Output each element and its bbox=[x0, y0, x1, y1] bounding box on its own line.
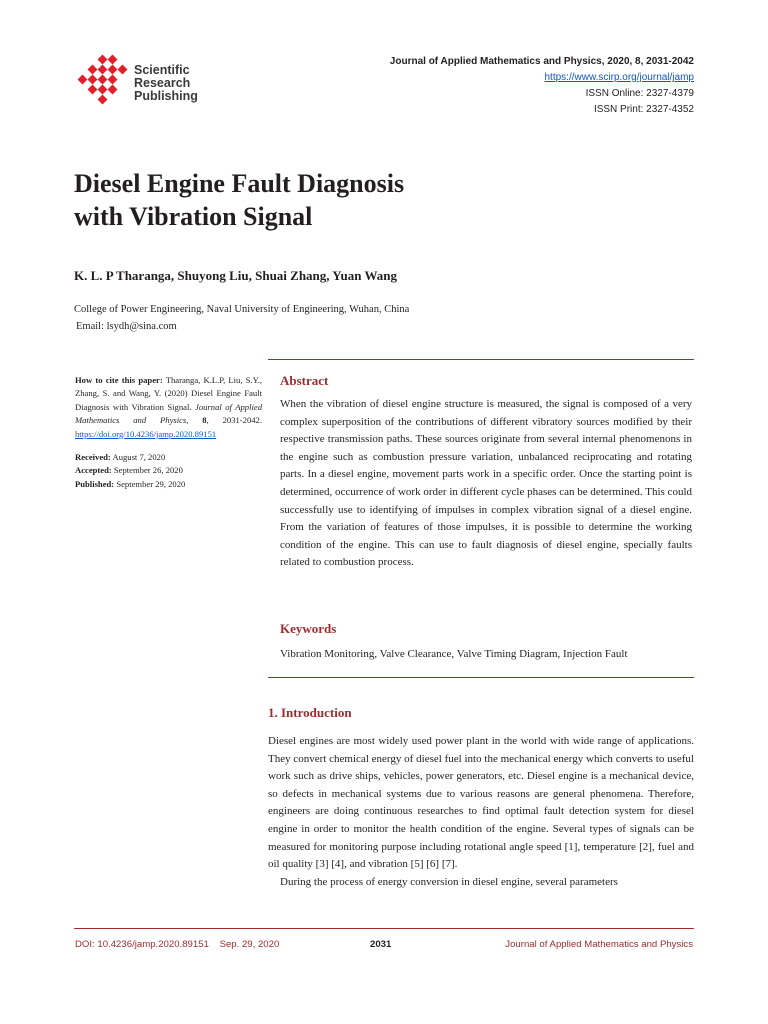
issn-print: ISSN Print: 2327-4352 bbox=[593, 104, 694, 115]
published-label: Published: bbox=[75, 478, 115, 489]
paper-title-line: with Vibration Signal bbox=[74, 202, 313, 231]
publisher-name-line: Scientific bbox=[134, 63, 190, 77]
author-email: Email: lsydh@sina.com bbox=[76, 321, 177, 332]
cite-authors: Tharanga, K.L.P, Liu, S.Y., Zhang, S. and Wang, Y. (2020) Diesel Engine Fault Diagnosis with Vibration Signal. bbox=[75, 375, 262, 412]
abstract-text: When the vibration of diesel engine structure is measured, the signal is composed of a very complex superposition of the contributions of different vibratory sources modified by their respective transmission paths. These sources originate from several internal phenomenons in the engine such as combustion pressure variation, unbalanced reciprocating and rotating parts. In a diesel engine, movement parts work in a specific order. Once the starting point is determined, occurrence of work order in different cycle phases can be determined. This could successfully use to identifying of impulses in complex vibration signal of a diesel engine. From the variation of features of those impulses, it is possible to determine the working condition of the engine. This can use to fault diagnosis of diesel engine, specially faults related to combustion process. bbox=[280, 398, 692, 569]
cite-volume: 8 bbox=[202, 415, 207, 426]
introduction-heading: 1. Introduction bbox=[268, 705, 352, 720]
abstract-heading: Abstract bbox=[280, 373, 329, 388]
footer-journal-name: Journal of Applied Mathematics and Physics bbox=[505, 939, 693, 950]
footer-rule bbox=[74, 928, 694, 929]
accepted-date bbox=[75, 464, 262, 477]
cite-pages: , 2031-2042. bbox=[206, 415, 262, 426]
introduction-paragraph: During the process of energy conversion in diesel engine, several parameters bbox=[280, 875, 618, 888]
keywords-heading: Keywords bbox=[280, 621, 337, 636]
journal-url-link[interactable]: https://www.scirp.org/journal/jamp bbox=[544, 72, 694, 83]
received-label: Received: bbox=[75, 452, 111, 463]
received-date bbox=[75, 451, 262, 464]
footer-doi-text: DOI: 10.4236/jamp.2020.89151 bbox=[75, 939, 209, 950]
paper-title-line: Diesel Engine Fault Diagnosis bbox=[74, 169, 405, 198]
issn-online: ISSN Online: 2327-4379 bbox=[585, 88, 694, 99]
journal-citation: Journal of Applied Mathematics and Physics, 2020, 8, 2031-2042 bbox=[389, 56, 694, 67]
footer-doi bbox=[75, 939, 279, 950]
footer-date: Sep. 29, 2020 bbox=[219, 939, 280, 950]
received-value: August 7, 2020 bbox=[112, 452, 166, 463]
published-value: September 29, 2020 bbox=[116, 478, 186, 489]
accepted-value: September 26, 2020 bbox=[113, 465, 183, 476]
page-number: 2031 bbox=[370, 939, 392, 950]
publisher-logo-icon bbox=[75, 52, 131, 114]
how-to-cite-label: How to cite this paper: bbox=[75, 375, 163, 385]
abstract-bottom-rule bbox=[268, 677, 694, 678]
paper-authors: K. L. P Tharanga, Shuyong Liu, Shuai Zhang, Yuan Wang bbox=[74, 268, 397, 283]
abstract-top-rule bbox=[268, 359, 694, 360]
accepted-label: Accepted: bbox=[75, 465, 112, 476]
sidebar bbox=[75, 374, 262, 491]
paper-title bbox=[74, 167, 634, 233]
publication-dates bbox=[75, 451, 262, 491]
published-date bbox=[75, 478, 262, 491]
introduction-body bbox=[268, 733, 694, 891]
cite-journal: Journal of Applied Mathematics and Physics, bbox=[75, 401, 262, 426]
publisher-name-line: Research bbox=[134, 76, 191, 90]
publisher-name-line: Publishing bbox=[134, 89, 198, 103]
author-affiliation: College of Power Engineering, Naval University of Engineering, Wuhan, China bbox=[74, 304, 410, 315]
how-to-cite bbox=[75, 374, 262, 441]
publisher-name bbox=[134, 64, 198, 103]
cite-doi-link[interactable]: https://doi.org/10.4236/jamp.2020.89151 bbox=[75, 428, 217, 439]
journal-info bbox=[334, 54, 694, 118]
introduction-paragraph: Diesel engines are most widely used power plant in the world with wide range of applications. They convert chemical energy of diesel fuel into the mechanical energy which converts to useful work such as drive ships, vehicles, power generators, etc. Diesel engine is a mechanical device, so defects in mechanical systems due to various reasons are general phenomena. Therefore, engineers are doing continuous researches to find optimal fault detection system for diesel engine in order to monitor the health condition of the engine. Several types of signals can be measured for monitoring purpose including rotational angle speed [1], temperature [2], fuel and oil quality [3] [4], and vibration [5] [6] [7]. bbox=[268, 735, 694, 871]
keywords-text: Vibration Monitoring, Valve Clearance, Valve Timing Diagram, Injection Fault bbox=[280, 648, 628, 660]
